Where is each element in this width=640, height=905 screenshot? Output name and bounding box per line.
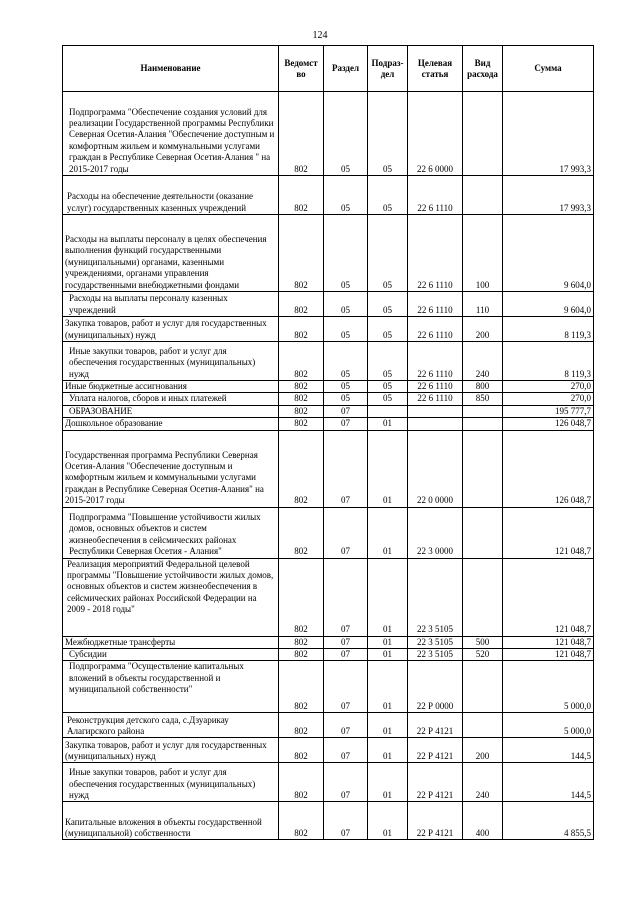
row-name: Государственная программа Республики Северная Осетия-Алания "Обеспечение доступным и комфортным жильем и коммунальными услугами граждан в Республике Северная Осетия-Алания" на 2015-2017 годы (63, 430, 279, 507)
row-summa: 17 993,3 (503, 92, 594, 176)
row-vedom: 802 (279, 763, 324, 802)
header-statya: Целевая статья (408, 46, 463, 92)
row-name: Иные бюджетные ассигнования (63, 381, 279, 393)
row-razdel: 07 (324, 713, 368, 738)
row-name: Подпрограмма "Обеспечение создания условий для реализации Государственной программы Республики Северная Осетия-Алания "Обеспечение доступным и комфортным жильем и коммунальными услугами граждан в Республике Северная Осетия-Алания " на 2015-2017 годы (63, 92, 279, 176)
row-summa: 5 000,0 (503, 713, 594, 738)
row-statya (408, 418, 463, 430)
row-summa: 9 604,0 (503, 215, 594, 292)
table-row (63, 430, 594, 507)
row-statya: 22 Р 4121 (408, 738, 463, 763)
row-razdel: 07 (324, 661, 368, 713)
row-vid (463, 507, 503, 558)
row-vedom: 802 (279, 430, 324, 507)
row-razdel: 07 (324, 430, 368, 507)
row-statya: 22 6 1110 (408, 317, 463, 342)
row-summa: 126 048,7 (503, 418, 594, 430)
row-summa: 8 119,3 (503, 342, 594, 381)
row-summa: 270,0 (503, 381, 594, 393)
row-razdel: 07 (324, 649, 368, 661)
row-razdel: 05 (324, 215, 368, 292)
row-vedom: 802 (279, 92, 324, 176)
table-row (63, 405, 594, 417)
row-statya: 22 0 0000 (408, 430, 463, 507)
row-vedom: 802 (279, 176, 324, 215)
row-podrazdel: 01 (368, 713, 408, 738)
table-row (63, 558, 594, 636)
row-summa: 126 048,7 (503, 430, 594, 507)
row-statya: 22 6 1110 (408, 393, 463, 405)
row-razdel: 05 (324, 176, 368, 215)
row-vid: 400 (463, 802, 503, 840)
row-name: Иные закупки товаров, работ и услуг для обеспечения государственных (муниципальных) нужд (63, 342, 279, 381)
row-statya: 22 3 5105 (408, 636, 463, 648)
row-name: Расходы на обеспечение деятельности (оказание услуг) государственных казенных учреждений (63, 176, 279, 215)
row-summa: 144,5 (503, 738, 594, 763)
row-razdel: 05 (324, 317, 368, 342)
row-name: Межбюджетные трансферты (63, 636, 279, 648)
row-summa: 8 119,3 (503, 317, 594, 342)
row-vid: 850 (463, 393, 503, 405)
row-vedom: 802 (279, 636, 324, 648)
row-vid: 100 (463, 215, 503, 292)
row-podrazdel: 05 (368, 342, 408, 381)
row-vedom: 802 (279, 713, 324, 738)
table-row (63, 713, 594, 738)
table-row (63, 661, 594, 713)
budget-table (62, 45, 594, 840)
row-razdel: 05 (324, 92, 368, 176)
row-vid (463, 713, 503, 738)
row-statya: 22 Р 0000 (408, 661, 463, 713)
row-vid (463, 92, 503, 176)
row-podrazdel: 05 (368, 393, 408, 405)
row-razdel: 07 (324, 763, 368, 802)
table-row (63, 393, 594, 405)
header-razdel: Раздел (324, 46, 368, 92)
row-vid: 240 (463, 342, 503, 381)
row-name: Подпрограмма "Повышение устойчивости жилых домов, основных объектов и систем жизнеобеспечения в сейсмических районах Республики Северная Осетия - Алания" (63, 507, 279, 558)
row-name: Расходы на выплаты персоналу в целях обеспечения выполнения функций государственными (муниципальными) органами, казенными учреждениями, органами управления государственными внебюджетными фондами (63, 215, 279, 292)
row-summa: 270,0 (503, 393, 594, 405)
row-name: Подпрограмма "Осуществление капитальных вложений в объекты государственной и муниципальной собственности" (63, 661, 279, 713)
row-razdel: 07 (324, 802, 368, 840)
row-vid (463, 418, 503, 430)
row-summa: 5 000,0 (503, 661, 594, 713)
row-vedom: 802 (279, 215, 324, 292)
table-row (63, 738, 594, 763)
row-summa: 9 604,0 (503, 292, 594, 317)
table-row (63, 215, 594, 292)
row-podrazdel: 01 (368, 418, 408, 430)
row-name: Закупка товаров, работ и услуг для государственных (муниципальных) нужд (63, 317, 279, 342)
row-summa: 121 048,7 (503, 636, 594, 648)
row-statya: 22 Р 4121 (408, 713, 463, 738)
row-summa: 121 048,7 (503, 507, 594, 558)
row-razdel: 07 (324, 418, 368, 430)
row-statya: 22 Р 4121 (408, 763, 463, 802)
table-row (63, 292, 594, 317)
row-vid: 110 (463, 292, 503, 317)
row-vedom: 802 (279, 649, 324, 661)
row-name: Дошкольное образование (63, 418, 279, 430)
table-header-row (63, 46, 594, 92)
table-row (63, 649, 594, 661)
table-row (63, 317, 594, 342)
row-name: Субсидии (63, 649, 279, 661)
row-name: Реконструкция детского сада, с.Дзуарикау Алагирского района (63, 713, 279, 738)
row-statya: 22 3 0000 (408, 507, 463, 558)
row-razdel: 07 (324, 507, 368, 558)
row-podrazdel: 01 (368, 649, 408, 661)
row-vedom: 802 (279, 405, 324, 417)
row-podrazdel: 05 (368, 292, 408, 317)
row-summa: 17 993,3 (503, 176, 594, 215)
row-name: Капитальные вложения в объекты государственной (муниципальной) собственности (63, 802, 279, 840)
table-row (63, 636, 594, 648)
row-razdel: 07 (324, 636, 368, 648)
row-statya: 22 6 0000 (408, 92, 463, 176)
row-vedom: 802 (279, 738, 324, 763)
row-razdel: 05 (324, 381, 368, 393)
row-vid: 200 (463, 738, 503, 763)
row-podrazdel: 05 (368, 92, 408, 176)
table-row (63, 342, 594, 381)
row-name: Закупка товаров, работ и услуг для государственных (муниципальных) нужд (63, 738, 279, 763)
row-vedom: 802 (279, 507, 324, 558)
row-podrazdel: 01 (368, 802, 408, 840)
row-podrazdel: 01 (368, 661, 408, 713)
row-podrazdel: 01 (368, 558, 408, 636)
row-name: Реализация мероприятий Федеральной целевой программы "Повышение устойчивости жилых домов, основных объектов и систем жизнеобеспечения в сейсмических районах Российской Федерации на 2009 - 2018 годы" (63, 558, 279, 636)
row-vid (463, 661, 503, 713)
row-podrazdel: 05 (368, 215, 408, 292)
row-statya: 22 6 1110 (408, 292, 463, 317)
row-vid (463, 430, 503, 507)
table-row (63, 418, 594, 430)
table-row (63, 507, 594, 558)
row-vedom: 802 (279, 342, 324, 381)
row-razdel: 07 (324, 558, 368, 636)
row-vedom: 802 (279, 558, 324, 636)
table-row (63, 92, 594, 176)
row-vedom: 802 (279, 381, 324, 393)
row-razdel: 07 (324, 405, 368, 417)
row-name: Расходы на выплаты персоналу казенных учреждений (63, 292, 279, 317)
row-podrazdel: 01 (368, 430, 408, 507)
row-vid: 200 (463, 317, 503, 342)
header-vedom: Ведомст во (279, 46, 324, 92)
row-podrazdel: 01 (368, 763, 408, 802)
row-statya: 22 6 1110 (408, 215, 463, 292)
row-vedom: 802 (279, 317, 324, 342)
row-podrazdel: 01 (368, 507, 408, 558)
row-statya: 22 3 5105 (408, 558, 463, 636)
row-podrazdel: 05 (368, 381, 408, 393)
table-row (63, 176, 594, 215)
row-vedom: 802 (279, 661, 324, 713)
row-statya: 22 3 5105 (408, 649, 463, 661)
row-statya (408, 405, 463, 417)
row-vid: 500 (463, 636, 503, 648)
row-vedom: 802 (279, 418, 324, 430)
header-name: Наименование (63, 46, 279, 92)
row-name: ОБРАЗОВАНИЕ (63, 405, 279, 417)
row-summa: 4 855,5 (503, 802, 594, 840)
table-row (63, 381, 594, 393)
row-summa: 121 048,7 (503, 558, 594, 636)
row-vid: 240 (463, 763, 503, 802)
row-vedom: 802 (279, 393, 324, 405)
row-summa: 144,5 (503, 763, 594, 802)
row-razdel: 07 (324, 738, 368, 763)
row-summa: 195 777,7 (503, 405, 594, 417)
row-vid (463, 405, 503, 417)
row-podrazdel: 05 (368, 317, 408, 342)
row-podrazdel: 01 (368, 738, 408, 763)
row-name: Иные закупки товаров, работ и услуг для обеспечения государственных (муниципальных) нужд (63, 763, 279, 802)
row-summa: 121 048,7 (503, 649, 594, 661)
row-statya: 22 6 1110 (408, 342, 463, 381)
row-statya: 22 6 1110 (408, 381, 463, 393)
table-row (63, 802, 594, 840)
row-razdel: 05 (324, 393, 368, 405)
row-razdel: 05 (324, 342, 368, 381)
row-podrazdel: 01 (368, 636, 408, 648)
page-number: 124 (312, 30, 328, 41)
header-vid: Вид расхода (463, 46, 503, 92)
header-podrazdel: Подраз- дел (368, 46, 408, 92)
header-summa: Сумма (503, 46, 594, 92)
row-podrazdel (368, 405, 408, 417)
row-vid: 520 (463, 649, 503, 661)
row-vedom: 802 (279, 292, 324, 317)
row-razdel: 05 (324, 292, 368, 317)
row-vid: 800 (463, 381, 503, 393)
row-vedom: 802 (279, 802, 324, 840)
row-name: Уплата налогов, сборов и иных платежей (63, 393, 279, 405)
row-statya: 22 6 1110 (408, 176, 463, 215)
table-row (63, 763, 594, 802)
row-vid (463, 558, 503, 636)
row-vid (463, 176, 503, 215)
row-statya: 22 Р 4121 (408, 802, 463, 840)
row-podrazdel: 05 (368, 176, 408, 215)
